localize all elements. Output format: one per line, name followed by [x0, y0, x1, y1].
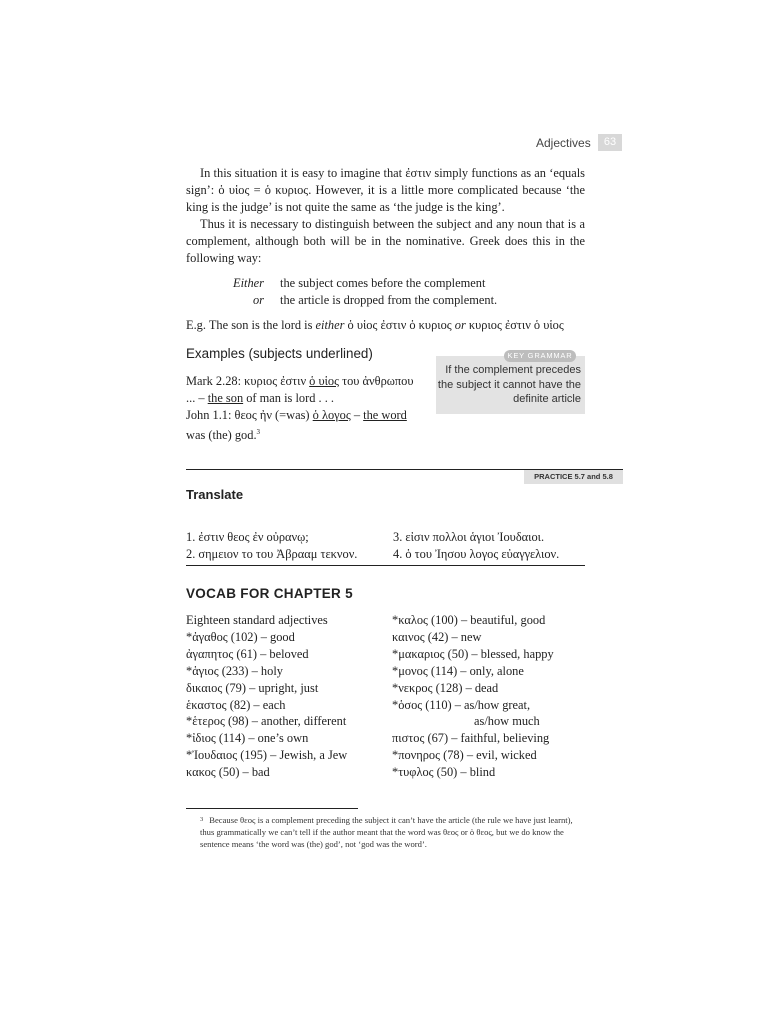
vocab-item: πιστος (67) – faithful, believing	[392, 731, 550, 746]
mark-ref: Mark 2.28: κυριος ἐστιν	[186, 374, 310, 388]
either-or-rules	[186, 275, 586, 309]
examples-body	[186, 373, 426, 444]
john-translation	[186, 424, 426, 444]
mark-trans-rest: of man is lord . . .	[243, 391, 334, 405]
translate-item-1: 1. ἐστιν θεος ἐν οὐρανῳ;	[186, 530, 309, 544]
vocab-item: *νεκρος (128) – dead	[392, 680, 499, 695]
translate-item-2: 2. σημειον το του Ἀβρααμ τεκνον.	[186, 547, 358, 561]
vocab-item: *ἑτερος (98) – another, different	[186, 714, 347, 729]
eg-prefix: E.g. The son is the lord is	[186, 318, 316, 332]
vocab-item: *ἁγιος (233) – holy	[186, 663, 283, 678]
examples-heading: Examples (subjects underlined)	[186, 346, 373, 361]
footnote	[200, 814, 586, 851]
footnote-mark: 3	[200, 816, 204, 823]
eg-either: either	[315, 318, 345, 332]
paragraph-distinguish	[186, 216, 585, 267]
vocab-list-right	[392, 612, 592, 781]
paragraph-2-text: Thus it is necessary to distinguish between the subject and any noun that is a complement, although both will be in the nominative. Greek does this in the following way:	[186, 217, 585, 265]
mark-example	[186, 373, 426, 390]
key-grammar-tab: KEY GRAMMAR	[504, 350, 576, 362]
vocab-item: δικαιος (79) – upright, just	[186, 680, 319, 695]
mark-translation	[186, 390, 426, 407]
eg-or: or	[454, 318, 466, 332]
mark-trans-pre: ... –	[186, 391, 208, 405]
eg-greek-2: κυριος ἐστιν ὁ υἱος	[465, 318, 564, 332]
running-title: Adjectives	[536, 136, 591, 150]
vocab-item-continuation: as/how much	[474, 714, 540, 729]
vocab-item: κακος (50) – bad	[186, 765, 270, 780]
example-line	[186, 318, 564, 333]
footnote-rule	[186, 808, 358, 809]
either-text: the subject comes before the complement	[280, 276, 486, 290]
john-dash: –	[350, 408, 364, 422]
or-text: the article is dropped from the complement.	[280, 293, 498, 307]
vocab-item: *μακαριος (50) – blessed, happy	[392, 646, 554, 661]
vocab-item: ἑκαστος (82) – each	[186, 697, 286, 712]
either-label: Either	[233, 276, 264, 290]
eg-greek-1: ὁ υἱος ἐστιν ὁ κυριος	[344, 318, 455, 332]
vocab-item: *Ἰουδαιος (195) – Jewish, a Jew	[186, 748, 348, 763]
paragraph-equals-sign	[186, 165, 585, 216]
john-subject-english: the word	[363, 408, 407, 422]
vocab-item: *καλος (100) – beautiful, good	[392, 613, 546, 627]
paragraph-1-text: In this situation it is easy to imagine that ἐστιν simply functions as an ‘equals sign’: ὁ υἱος = ὁ κυριος. However, it is a little more complicated because ‘the king is the judge’ is not quite the same as ‘the judge is the king’.	[186, 166, 585, 214]
translate-bottom-rule	[186, 565, 585, 566]
john-subject-greek: ὁ λογος	[312, 408, 351, 422]
vocab-item: *πονηρος (78) – evil, wicked	[392, 748, 537, 763]
footnote-ref[interactable]: 3	[256, 428, 261, 436]
or-label: or	[252, 293, 264, 307]
vocab-heading: VOCAB FOR CHAPTER 5	[186, 586, 353, 601]
vocab-item: ἀγαπητος (61) – beloved	[186, 646, 309, 661]
translate-heading: Translate	[186, 487, 244, 502]
vocab-item: *ἀγαθος (102) – good	[186, 629, 295, 644]
vocab-item: *ὁσος (110) – as/how great,	[392, 697, 531, 712]
translate-item-4: 4. ὁ του Ἰησου λογος εὐαγγελιον.	[393, 547, 560, 561]
practice-label: PRACTICE 5.7 and 5.8	[524, 470, 623, 484]
john-ref: John 1.1: θεος ἠν (=was)	[186, 408, 313, 422]
mark-subject: ὁ υἱος	[309, 374, 340, 388]
mark-trans-subject: the son	[207, 391, 244, 405]
page-number: 63	[598, 134, 622, 151]
key-grammar-text: If the complement precedes the subject it cannot have the definite article	[437, 364, 581, 405]
vocab-item: Eighteen standard adjectives	[186, 613, 328, 627]
john-rest: was (the) god.	[186, 428, 257, 443]
vocab-item: *ἰδιος (114) – one’s own	[186, 731, 309, 746]
vocab-item: *μονος (114) – only, alone	[392, 663, 524, 678]
footnote-text: Because θεος is a complement preceding the subject it can’t have the article (the rule we have just learnt), thus grammatically we can’t tell if the author meant that the word was θεος or ὁ θεος, but we do know the sentence means ‘the word was (the) god’, not ‘god was the word’.	[200, 815, 573, 850]
vocab-item: καινος (42) – new	[392, 629, 482, 644]
vocab-item: *τυφλος (50) – blind	[392, 765, 496, 780]
translate-item-3: 3. εἰσιν πολλοι ἁγιοι Ἰουδαιοι.	[393, 530, 545, 544]
john-example	[186, 407, 426, 424]
mark-rest: του ἀνθρωπου	[339, 374, 414, 388]
vocab-list-left	[186, 612, 391, 781]
